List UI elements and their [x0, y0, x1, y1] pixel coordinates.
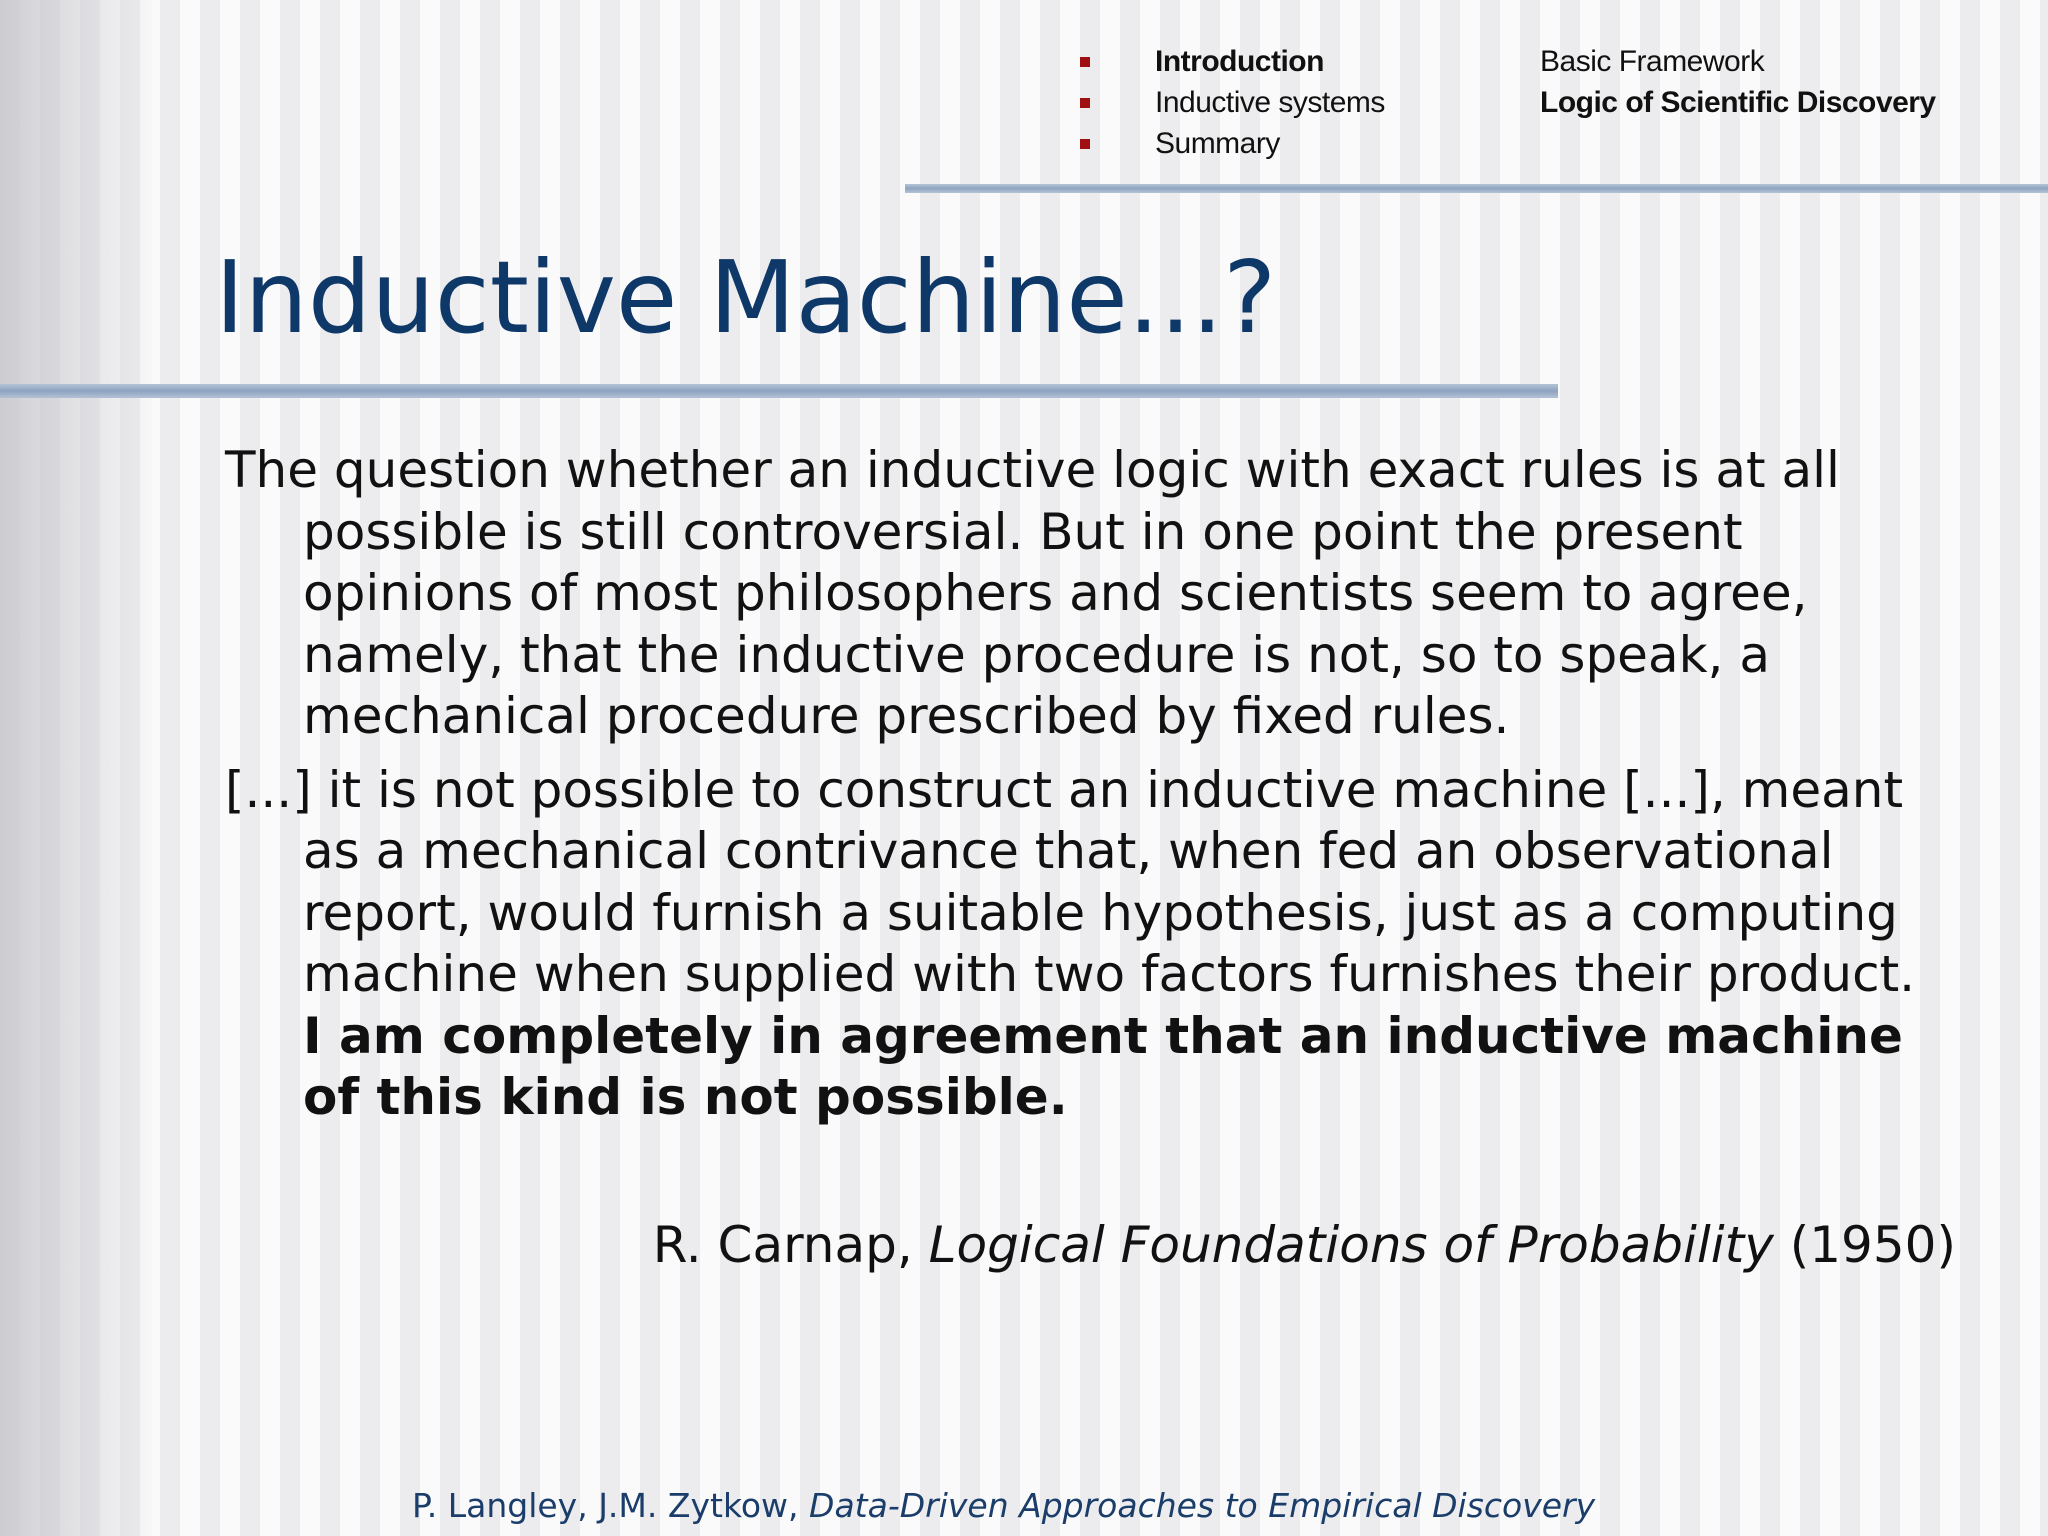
nav-bullet-icon [1080, 98, 1090, 108]
nav-item-logic-of-scientific-discovery[interactable]: Logic of Scientific Discovery [1540, 86, 1936, 119]
citation-year: (1950) [1773, 1216, 1956, 1274]
quote-block [225, 440, 1985, 1141]
nav-bullet-icon [1080, 57, 1090, 67]
nav-item-inductive-systems[interactable]: Inductive systems [1155, 86, 1385, 119]
left-background-band [0, 0, 152, 1536]
citation [653, 1215, 1956, 1275]
quote-paragraph-2-text: [...] it is not possible to construct an inductive machine [...], meant as a mechanical contrivance that, when fed an observational report, would furnish a suitable hypothesis, just as a computing machine when supplied with two factors furnishes their product. [225, 760, 1916, 1003]
quote-emphasis: I am completely in agreement that an inductive machine of this kind is not possible. [303, 1006, 1903, 1126]
quote-paragraph-1: The question whether an inductive logic with exact rules is at all possible is still controversial. But in one point the present opinions of most philosophers and scientists seem to agree, namely, that the inductive procedure is not, so to speak, a mechanical procedure prescribed by fixed rules. [225, 441, 1840, 745]
slide-footer [412, 1486, 1595, 1526]
header-divider [905, 184, 2048, 193]
footer-book-title: Data-Driven Approaches to Empirical Discovery [809, 1486, 1596, 1525]
title-divider [0, 384, 1558, 398]
footer-authors: P. Langley, J.M. Zytkow, [412, 1486, 810, 1525]
quote-paragraph-2 [225, 760, 1985, 1129]
citation-work: Logical Foundations of Probability [928, 1216, 1774, 1274]
nav-item-introduction[interactable]: Introduction [1155, 45, 1324, 78]
slide-title: Inductive Machine...? [215, 239, 1277, 356]
nav-item-basic-framework[interactable]: Basic Framework [1540, 45, 1765, 78]
section-navigation [1075, 42, 2035, 177]
citation-author: R. Carnap, [652, 1216, 929, 1274]
nav-bullet-icon [1080, 139, 1090, 149]
nav-item-summary[interactable]: Summary [1155, 127, 1280, 160]
